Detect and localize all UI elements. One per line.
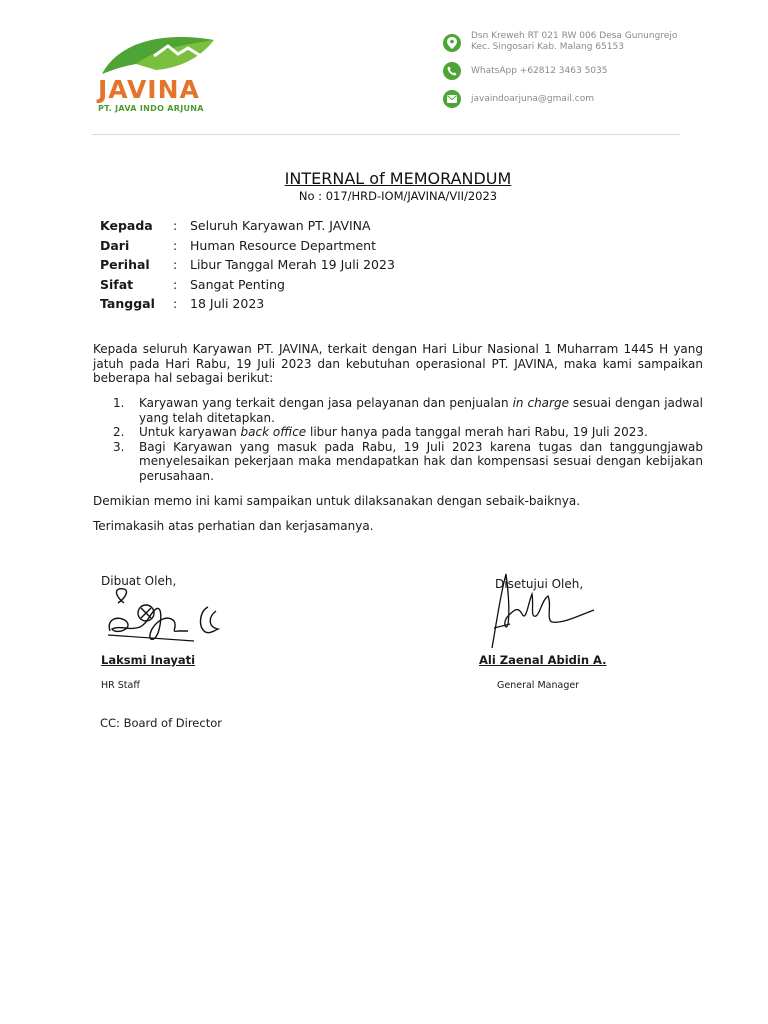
memo-list <box>113 396 703 483</box>
location-pin-icon <box>443 34 461 52</box>
signer-name-right: Ali Zaenal Abidin A. <box>479 653 607 667</box>
list-text: Karyawan yang terkait dengan jasa pelayanan dan penjualan <box>139 396 513 410</box>
brand-name: JAVINA <box>98 75 200 104</box>
cc-line: CC: Board of Director <box>100 716 222 730</box>
list-text: Bagi Karyawan yang masuk pada Rabu, 19 Juli 2023 karena tugas dan tanggungjawab menyelesaikan pekerjaan maka mendapatkan hak dan kompensasi sesuai dengan kebijakan perusahaan. <box>139 439 703 483</box>
address-line-1: Dsn Kreweh RT 021 RW 006 Desa Gunungrejo <box>471 31 678 41</box>
email-address: javaindoarjuna@gmail.com <box>471 94 594 104</box>
meta-label: Dari <box>100 237 130 253</box>
list-item <box>113 440 703 484</box>
memo-number: No : 017/HRD-IOM/JAVINA/VII/2023 <box>298 189 498 203</box>
meta-value: Seluruh Karyawan PT. JAVINA <box>190 218 371 233</box>
list-text: sesuai dengan jadwal yang telah ditetapkan. <box>139 396 703 425</box>
signer-name-left: Laksmi Inayati <box>101 653 196 667</box>
header-divider <box>92 134 680 135</box>
closing-paragraph: Demikian memo ini kami sampaikan untuk dilaksanakan dengan sebaik-baiknya. <box>93 494 581 508</box>
address-line-2: Kec. Singosari Kab. Malang 65153 <box>471 42 624 52</box>
list-number: 3. <box>113 439 125 454</box>
mail-icon <box>443 90 461 108</box>
list-emphasis: in charge <box>512 396 569 410</box>
thanks-paragraph: Terimakasih atas perhatian dan kerjasamanya. <box>93 519 374 533</box>
list-text: Untuk karyawan <box>139 425 241 439</box>
phone-icon <box>443 62 461 80</box>
whatsapp-number: WhatsApp +62812 3463 5035 <box>471 66 608 76</box>
address <box>471 31 677 53</box>
prepared-by-label: Dibuat Oleh, <box>101 574 177 588</box>
meta-value: Sangat Penting <box>190 276 285 292</box>
meta-value: Libur Tanggal Merah 19 Juli 2023 <box>190 257 395 272</box>
list-text: libur hanya pada tanggal merah hari Rabu, 19 Juli 2023. <box>306 425 648 439</box>
meta-colon: : <box>173 237 178 253</box>
signature-right <box>488 566 598 652</box>
meta-label: Tanggal <box>100 296 155 311</box>
meta-label: Kepada <box>100 218 153 233</box>
approved-by-label: Disetujui Oleh, <box>495 577 584 591</box>
list-item <box>113 396 703 425</box>
list-number: 1. <box>113 396 125 410</box>
list-number: 2. <box>113 425 125 439</box>
memo-title: INTERNAL of MEMORANDUM <box>284 169 512 188</box>
meta-colon: : <box>173 276 178 292</box>
list-emphasis: back office <box>240 425 307 439</box>
list-item <box>113 425 703 440</box>
meta-label: Perihal <box>100 257 150 272</box>
brand-subtitle: PT. JAVA INDO ARJUNA <box>98 104 204 113</box>
signer-role-left: HR Staff <box>101 680 140 691</box>
signer-role-right: General Manager <box>497 680 580 691</box>
signature-left <box>104 585 226 647</box>
meta-colon: : <box>173 257 178 272</box>
meta-label: Sifat <box>100 276 134 292</box>
meta-value: 18 Juli 2023 <box>190 296 265 311</box>
meta-colon: : <box>173 218 178 233</box>
intro-paragraph: Kepada seluruh Karyawan PT. JAVINA, terkait dengan Hari Libur Nasional 1 Muharram 1445 H yang jatuh pada Hari Rabu, 19 Juli 2023 dan kebutuhan operasional PT. JAVINA, maka kami sampaikan beberapa hal sebagai berikut: <box>93 342 703 385</box>
meta-value: Human Resource Department <box>190 237 376 253</box>
meta-colon: : <box>173 296 178 311</box>
